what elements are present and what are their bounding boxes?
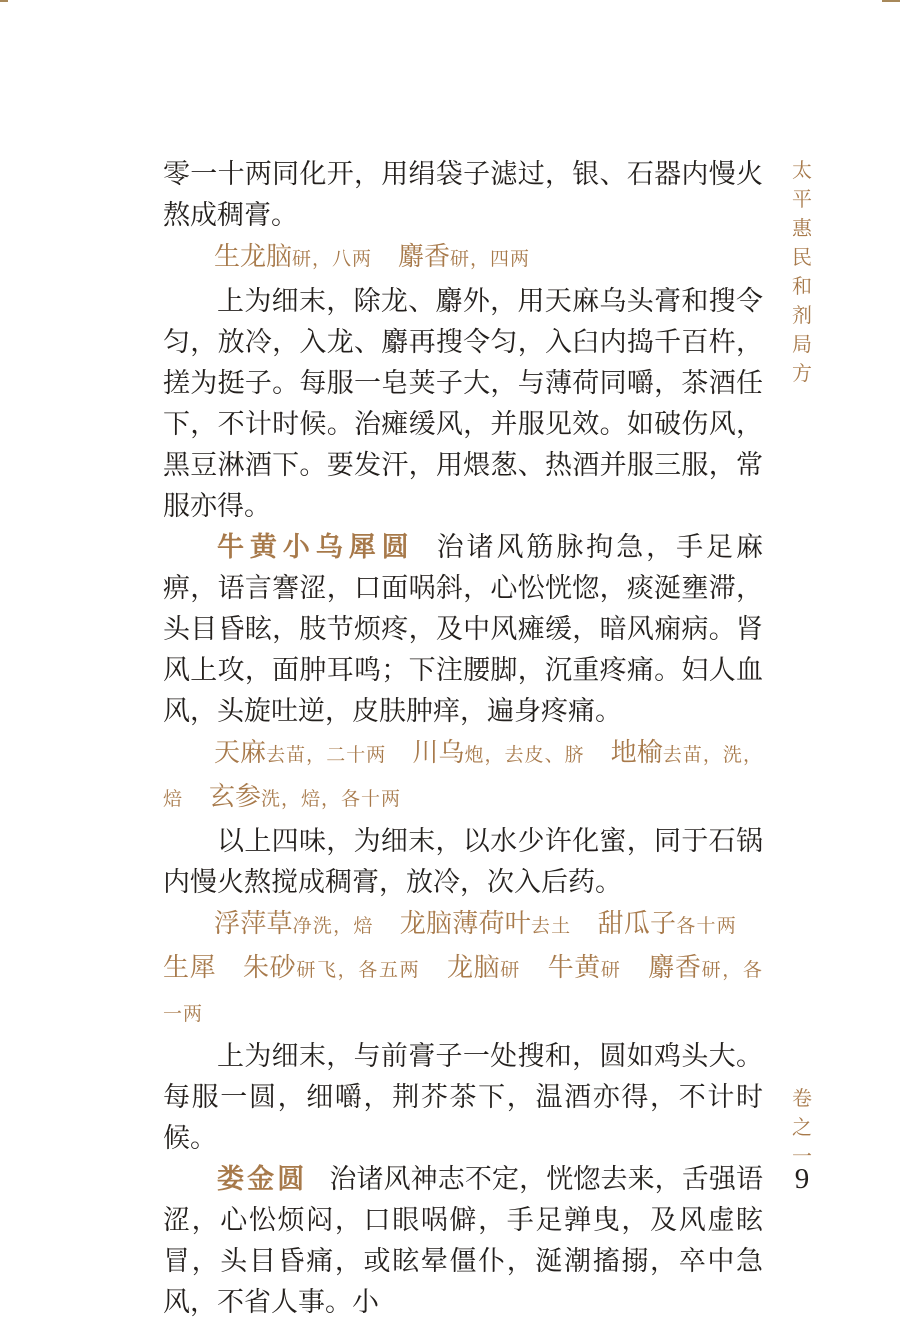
herb-name: 地榆 xyxy=(610,738,663,768)
herb-name: 麝香 xyxy=(647,953,702,983)
herb-note: 去苗，二十两 xyxy=(266,744,387,766)
herb-list xyxy=(163,732,763,820)
herb-note: 研，八两 xyxy=(292,248,373,270)
herb-name: 牛黄 xyxy=(546,953,601,983)
corner-mark-left xyxy=(0,0,8,2)
paragraph: 零一十两同化开，用绢袋子滤过，银、石器内慢火熬成稠膏。 xyxy=(163,159,763,231)
herb-list xyxy=(163,236,763,280)
herb-note: 洗，焙，各十两 xyxy=(261,788,402,810)
herb-note: 净洗，焙 xyxy=(292,915,374,937)
herb-note: 研飞，各五两 xyxy=(296,959,421,981)
herb-name: 麝香 xyxy=(398,242,451,272)
herb-name: 甜瓜子 xyxy=(597,909,677,939)
formula-text: 治诸风神志不定，恍惚去来，舌强语涩，心忪烦闷，口眼㖞僻，手足亸曳，及风虚眩冒，头目昏痛，或眩晕僵仆，涎潮搐搦，卒中急风，不省人事。小 xyxy=(163,1164,764,1318)
section-label: 卷之一 xyxy=(792,1086,812,1168)
paragraph: 上为细末，与前膏子一处搜和，圆如鸡头大。每服一圆，细嚼，荆芥茶下，温酒亦得，不计时候。 xyxy=(163,1041,763,1154)
page-number: 9 xyxy=(794,1163,810,1195)
paragraph: 以上四味，为细末，以水少许化蜜，同于石锅内慢火熬搅成稠膏，放冷，次入后药。 xyxy=(163,826,763,898)
herb-name: 浮萍草 xyxy=(214,909,293,939)
herb-note: 研，四两 xyxy=(450,248,531,270)
herb-name: 朱砂 xyxy=(242,953,297,983)
formula-title: 牛黄小乌犀圆 xyxy=(217,532,415,563)
running-head: 太平惠民和剂局方 xyxy=(792,158,812,385)
corner-mark-right xyxy=(882,0,900,2)
herb-name: 玄参 xyxy=(209,782,262,812)
herb-name: 天麻 xyxy=(214,738,267,768)
formula-entry xyxy=(163,527,763,732)
herb-note: 研 xyxy=(500,959,521,981)
herb-note: 去土 xyxy=(530,915,572,937)
herb-note: 研，各一两 xyxy=(163,959,763,1025)
herb-note: 去苗，洗，焙 xyxy=(163,744,763,810)
formula-text: 治诸风筋脉拘急，手足麻痹，语言謇涩，口面㖞斜，心忪恍惚，痰涎壅滞，头目昏眩，肢节烦疼，及中风瘫缓，暗风痫病。肾风上攻，面肿耳鸣；下注腰脚，沉重疼痛。妇人血风，头旋吐逆，皮肤肿痒，遍身疼痛。 xyxy=(163,532,763,727)
herb-note: 各十两 xyxy=(676,915,737,937)
herb-name: 龙脑 xyxy=(446,953,501,983)
herb-name: 龙脑薄荷叶 xyxy=(399,909,531,939)
formula-entry xyxy=(163,1159,763,1323)
herb-note: 研 xyxy=(600,959,622,981)
body-text xyxy=(163,154,763,1323)
herb-name: 生龙脑 xyxy=(214,242,293,272)
herb-name: 川乌 xyxy=(412,738,465,768)
paragraph: 上为细末，除龙、麝外，用天麻乌头膏和搜令匀，放冷，入龙、麝再搜令匀，入臼内捣千百杵，搓为挺子。每服一皂荚子大，与薄荷同嚼，茶酒任下，不计时候。治瘫缓风，并服见效。如破伤风，黑豆淋酒下。要发汗，用煨葱、热酒并服三服，常服亦得。 xyxy=(163,286,763,522)
herb-list xyxy=(163,903,763,1035)
herb-name: 生犀 xyxy=(163,953,217,983)
formula-title: 娄金圆 xyxy=(217,1164,308,1195)
herb-note: 炮，去皮、脐 xyxy=(464,744,585,766)
